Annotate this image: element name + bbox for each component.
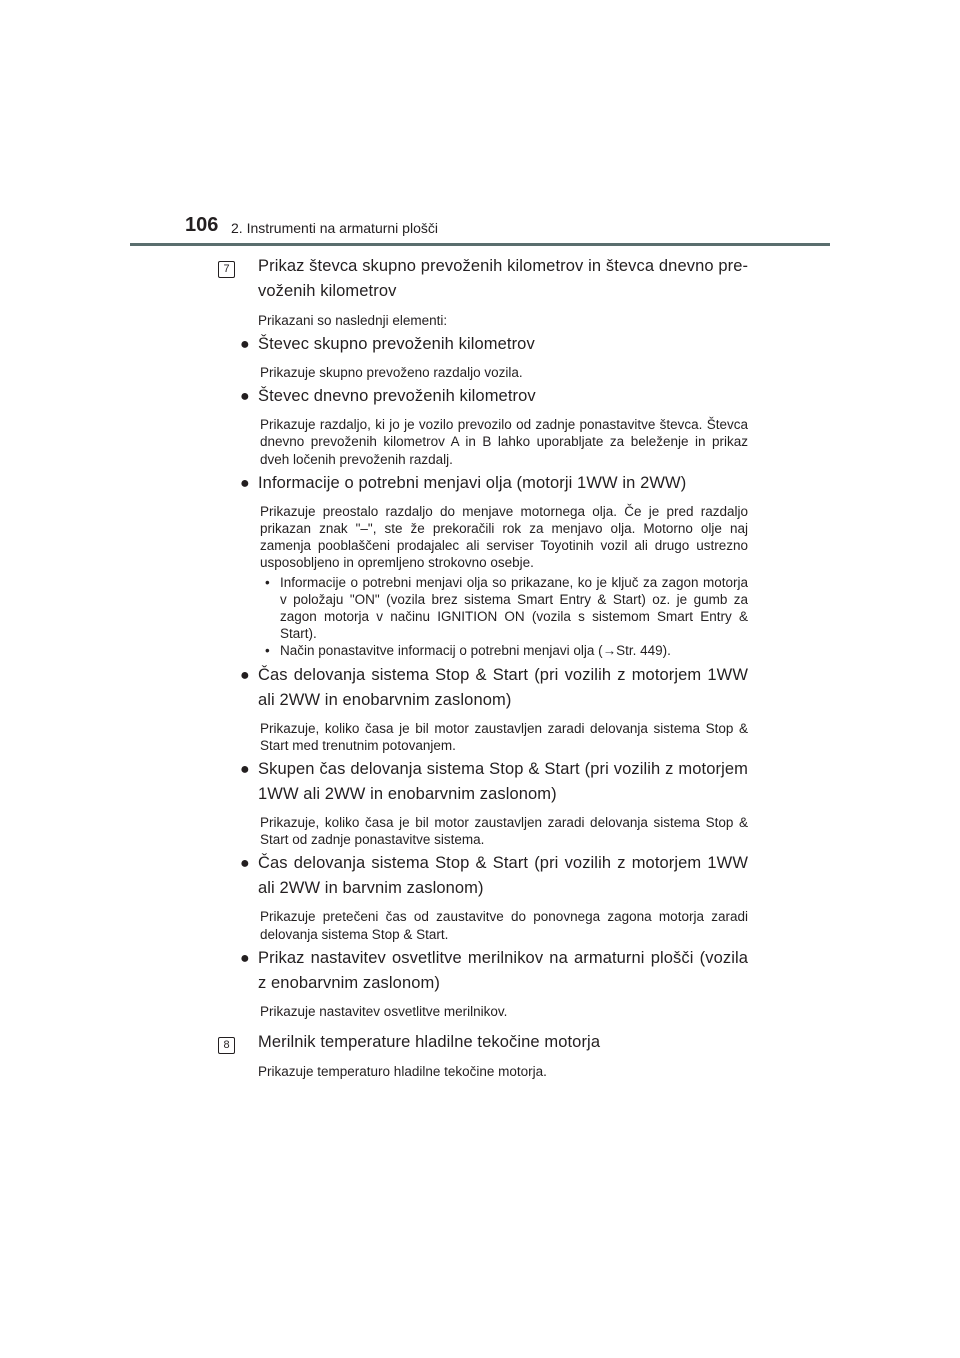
list-item bbox=[218, 384, 748, 409]
list-item bbox=[218, 663, 748, 713]
item-description: Prikazuje skupno prevoženo razdaljo vozila. bbox=[260, 365, 523, 380]
page-content bbox=[218, 250, 748, 1080]
dot-icon: • bbox=[265, 574, 270, 590]
bullet-icon: ● bbox=[240, 388, 250, 406]
header-rule bbox=[130, 243, 830, 246]
section-number-badge: 8 bbox=[218, 1037, 235, 1054]
chapter-title: 2. Instrumenti na armaturni plošči bbox=[231, 220, 438, 236]
list-item bbox=[218, 757, 748, 807]
item-description: Prikazuje razdaljo, ki jo je vozilo prevozilo od zadnje ponastavitve števca. Števca dnevno prevoženih kilometrov A in B lahko uporabljate za beleženje in prikaz dveh ločenih prevoženih razdalj. bbox=[260, 417, 748, 467]
page-number: 106 bbox=[185, 214, 219, 236]
section-7 bbox=[218, 254, 748, 304]
list-item bbox=[218, 332, 748, 357]
list-item bbox=[218, 946, 748, 996]
bullet-icon: ● bbox=[240, 336, 250, 353]
item-title: Števec skupno prevoženih kilometrov bbox=[258, 335, 535, 353]
item-description: Prikazuje, koliko časa je bil motor zaustavljen zaradi delovanja sistema Stop & Start med trenutnim potovanjem. bbox=[260, 720, 748, 753]
bullet-icon: ● bbox=[240, 949, 250, 967]
sub-list bbox=[260, 574, 748, 660]
bullet-icon: ● bbox=[240, 855, 250, 873]
item-title: Čas delovanja sistema Stop & Start (pri vozilih z motorjem 1WW ali 2WW in barvnim zaslonom) bbox=[258, 854, 748, 898]
item-description: Prikazuje nastavitev osvetlitve merilnikov. bbox=[260, 1003, 508, 1019]
section-title: Merilnik temperature hladilne tekočine motorja bbox=[258, 1033, 601, 1052]
section-8 bbox=[218, 1030, 748, 1055]
bullet-icon: ● bbox=[240, 474, 250, 492]
item-title: Prikaz nastavitev osvetlitve merilnikov na armaturni plošči (vozila z enobarvnim zaslonom) bbox=[258, 948, 748, 992]
list-item bbox=[218, 471, 748, 496]
section-intro: Prikazuje temperaturo hladilne tekočine motorja. bbox=[258, 1064, 547, 1080]
item-description: Prikazuje, koliko časa je bil motor zaustavljen zaradi delovanja sistema Stop & Start od zadnje ponastavitve sistema. bbox=[260, 815, 748, 848]
item-title: Čas delovanja sistema Stop & Start (pri vozilih z motorjem 1WW ali 2WW in enobarvnim zaslonom) bbox=[258, 665, 748, 709]
item-title: Števec dnevno prevoženih kilometrov bbox=[258, 387, 536, 406]
sub-list-item bbox=[260, 574, 748, 643]
bullet-icon: ● bbox=[240, 666, 250, 684]
list-item bbox=[218, 851, 748, 901]
item-title: Informacije o potrebni menjavi olja (motorji 1WW in 2WW) bbox=[258, 473, 687, 492]
section-title: Prikaz števca skupno prevoženih kilometrov in števca dnevno prevoženih kilometrov bbox=[258, 257, 748, 300]
page-header bbox=[185, 214, 865, 244]
dot-icon: • bbox=[265, 643, 270, 659]
item-description: Prikazuje pretečeni čas od zaustavitve do ponovnega zagona motorja zaradi delovanja sistema Stop & Start. bbox=[260, 909, 748, 942]
sub-list-text: Informacije o potrebni menjavi olja so prikazane, ko je ključ za zagon motorja v položaju "ON" (vozila brez sistema Smart Entry & Start) oz. je gumb za zagon motorja v načinu IGNITION ON (vozila s sistemom Smart Entry & Start). bbox=[280, 574, 748, 642]
item-title: Skupen čas delovanja sistema Stop & Start (pri vozilih z motorjem 1WW ali 2WW in enobarvnim zaslonom) bbox=[258, 760, 748, 804]
item-description: Prikazuje preostalo razdaljo do menjave motornega olja. Če je pred razdaljo prikazan znak "–", ste že prekoračili rok za menjavo olja. Motorno olje naj zamenja pooblaščeni prodajalec ali serviser Toyotinih vozil ali drugo ustrezno usposobljeno in opremljeno strokovno osebje. bbox=[260, 503, 748, 571]
sub-list-text: Način ponastavitve informacij o potrebni menjavi olja (→Str. 449). bbox=[280, 643, 671, 659]
section-number-badge: 7 bbox=[218, 261, 235, 278]
sub-list-item bbox=[260, 642, 748, 659]
bullet-icon: ● bbox=[240, 761, 250, 779]
section-intro: Prikazani so naslednji elementi: bbox=[258, 313, 448, 328]
